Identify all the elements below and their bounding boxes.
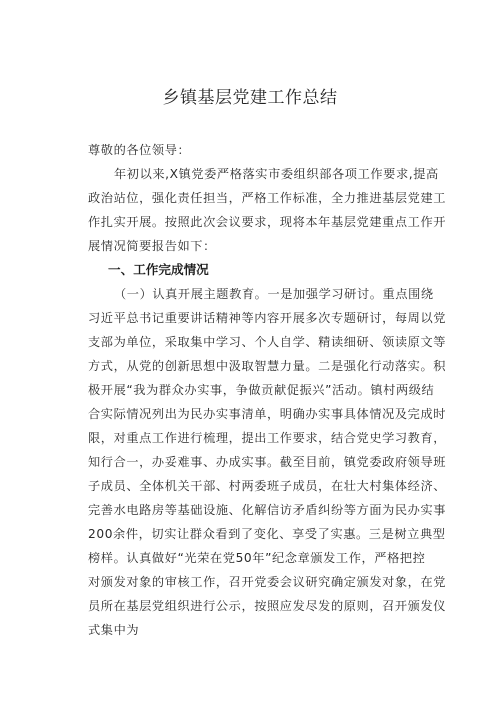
salutation-line: 尊敬的各位领导： (88, 143, 191, 157)
intro-line: 作扎实开展。按照此次会议要求，现将本年基层党建重点工作开 (88, 215, 447, 229)
body-line: 极开展“我为群众办实事，争做贡献促振兴”活动。镇村两级结 (88, 383, 435, 397)
body-line: 合实际情况列出为民办实事清单，明确办实事具体情况及完成时 (88, 407, 447, 421)
body-line: 知行合一，办妥难事、办成实事。截至目前，镇党委政府领导班 (88, 455, 447, 469)
body-paragraph (88, 282, 447, 642)
body-line: 支部为单位，采取集中学习、个人自学、精读细研、领读原文等 (88, 335, 447, 349)
body-line: 式集中为 (88, 623, 140, 637)
body-line: 榜样。认真做好“光荣在党50年”纪念章颁发工作，严格把控 (88, 551, 426, 565)
section-heading: 一、工作完成情况 (108, 262, 209, 277)
body-line: 对颁发对象的审核工作，召开党委会议研究确定颁发对象，在党 (88, 575, 447, 589)
body-line: 员所在基层党组织进行公示，按照应发尽发的原则，召开颁发仪 (88, 599, 447, 613)
body-line: （一）认真开展主题教育。一是加强学习研讨。重点围绕 (114, 287, 434, 301)
body-line: 完善水电路房等基础设施、化解信访矛盾纠纷等方面为民办实事 (88, 503, 447, 517)
salutation (88, 138, 418, 162)
body-line: 方式，从党的创新思想中汲取智慧力量。二是强化行动落实。积 (88, 359, 447, 373)
body-line: 200余件，切实让群众看到了变化、享受了实惠。三是树立典型 (88, 527, 446, 541)
body-line: 习近平总书记重要讲话精神等内容开展多次专题研讨，每周以党 (88, 311, 447, 325)
intro-line: 展情况简要报告如下： (88, 239, 216, 253)
document-title: 乡镇基层党建工作总结 (162, 88, 338, 108)
body-line: 限，对重点工作进行梳理，提出工作要求，结合党史学习教育， (88, 431, 447, 445)
intro-line: 年初以来,X镇党委严格落实市委组织部各项工作要求,提高 (114, 167, 439, 181)
body-line: 子成员、全体机关干部、村两委班子成员，在壮大村集体经济、 (88, 479, 447, 493)
intro-line: 政治站位，强化责任担当，严格工作标准，全力推进基层党建工 (88, 191, 447, 205)
intro-paragraph (88, 162, 447, 258)
